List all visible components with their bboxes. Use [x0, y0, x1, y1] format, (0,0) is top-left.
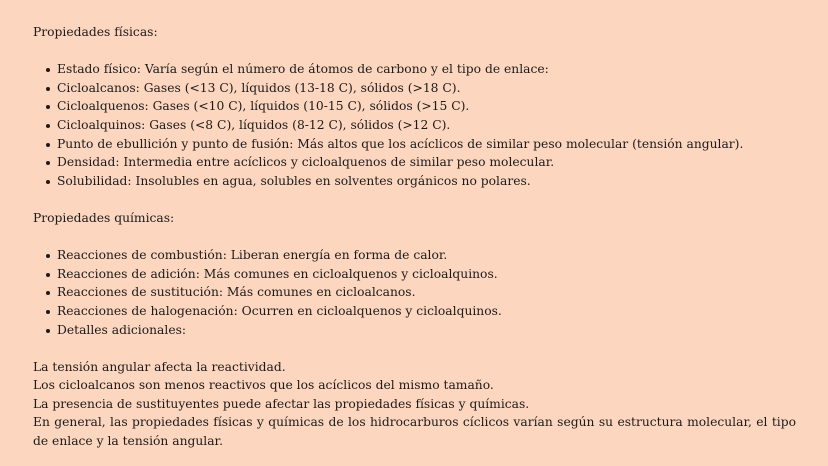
summary-paragraph: En general, las propiedades físicas y químicas de los hidrocarburos cíclicos varían según su estructura molecular, el tipo de enlace y la tensión angular. [33, 415, 796, 449]
list-item: Cicloalquinos: Gases (<8 C), líquidos (8-12 C), sólidos (>12 C). [33, 116, 796, 135]
chemical-properties-list [33, 246, 796, 339]
physical-properties-list [33, 60, 796, 190]
list-item: Reacciones de sustitución: Más comunes en cicloalcanos. [33, 283, 796, 302]
list-item: Reacciones de adición: Más comunes en cicloalquenos y cicloalquinos. [33, 265, 796, 284]
chemical-properties-heading: Propiedades químicas: [33, 210, 175, 225]
list-item: Cicloalquenos: Gases (<10 C), líquidos (10-15 C), sólidos (>15 C). [33, 97, 796, 116]
list-item: Densidad: Intermedia entre acíclicos y cicloalquenos de similar peso molecular. [33, 153, 796, 172]
list-item: Solubilidad: Insolubles en agua, solubles en solventes orgánicos no polares. [33, 172, 796, 191]
detail-line: Los cicloalcanos son menos reactivos que los acíclicos del mismo tamaño. [33, 378, 494, 393]
list-item: Reacciones de combustión: Liberan energía en forma de calor. [33, 246, 796, 265]
list-item: Punto de ebullición y punto de fusión: Más altos que los acíclicos de similar peso molecular (tensión angular). [33, 135, 796, 154]
list-item: Estado físico: Varía según el número de átomos de carbono y el tipo de enlace: [33, 60, 796, 79]
list-item: Reacciones de halogenación: Ocurren en cicloalquenos y cicloalquinos. [33, 302, 796, 321]
list-item: Cicloalcanos: Gases (<13 C), líquidos (13-18 C), sólidos (>18 C). [33, 79, 796, 98]
additional-details [33, 358, 796, 451]
detail-line: La presencia de sustituyentes puede afectar las propiedades físicas y químicas. [33, 396, 530, 411]
list-item: Detalles adicionales: [33, 321, 796, 340]
physical-properties-heading: Propiedades físicas: [33, 25, 158, 39]
detail-line: La tensión angular afecta la reactividad. [33, 359, 286, 374]
